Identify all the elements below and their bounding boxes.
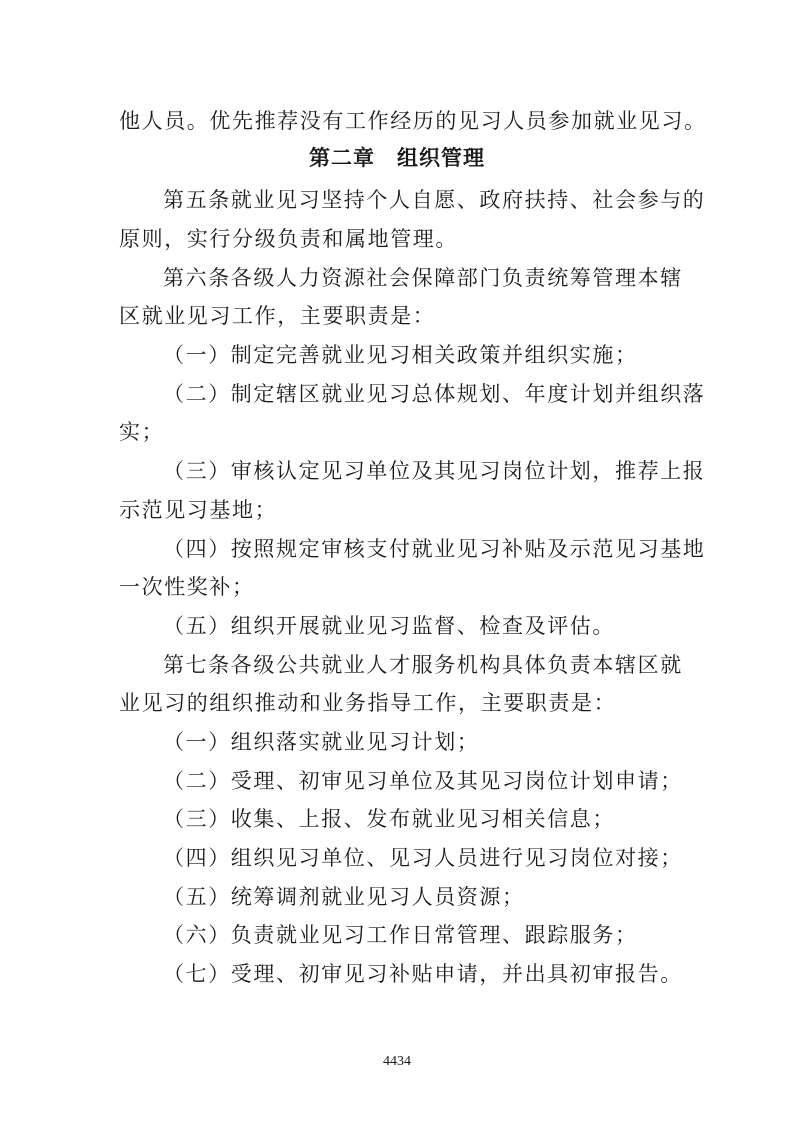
list-item: （一）组织落实就业见习计划；	[163, 730, 480, 754]
list-item: （一）制定完善就业见习相关政策并组织实施；	[163, 343, 638, 367]
list-item: （六）负责就业见习工作日常管理、跟踪服务；	[163, 923, 638, 947]
list-item: （三）收集、上报、发布就业见习相关信息；	[163, 807, 615, 831]
list-item-continuation: 实；	[119, 420, 165, 444]
list-item: （三）审核认定见习单位及其见习岗位计划，推荐上报	[163, 459, 706, 483]
chapter-heading: 第二章 组织管理	[309, 146, 485, 170]
article-7-line-1: 第七条各级公共就业人才服务机构具体负责本辖区就	[163, 653, 683, 677]
article-5-line-2: 原则，实行分级负责和属地管理。	[119, 227, 458, 251]
list-item: （五）组织开展就业见习监督、检查及评估。	[163, 614, 615, 638]
paragraph-line: 他人员。优先推荐没有工作经历的见习人员参加就业见习。	[119, 109, 707, 133]
list-item: （五）统筹调剂就业见习人员资源；	[163, 885, 525, 909]
page-number: 4434	[383, 1054, 411, 1069]
list-item-continuation: 一次性奖补；	[119, 575, 255, 599]
list-item: （二）受理、初审见习单位及其见习岗位计划申请；	[163, 769, 683, 793]
article-6-line-2: 区就业见习工作，主要职责是：	[119, 304, 436, 328]
list-item: （七）受理、初审见习补贴申请，并出具初审报告。	[163, 962, 683, 986]
list-item: （四）按照规定审核支付就业见习补贴及示范见习基地	[163, 537, 706, 561]
list-item-continuation: 示范见习基地；	[119, 498, 278, 522]
article-5-line-1: 第五条就业见习坚持个人自愿、政府扶持、社会参与的	[163, 188, 706, 212]
article-7-line-2: 业见习的组织推动和业务指导工作，主要职责是：	[119, 691, 617, 715]
article-6-line-1: 第六条各级人力资源社会保障部门负责统筹管理本辖	[163, 266, 683, 290]
list-item: （二）制定辖区就业见习总体规划、年度计划并组织落	[163, 382, 706, 406]
list-item: （四）组织见习单位、见习人员进行见习岗位对接；	[163, 846, 683, 870]
